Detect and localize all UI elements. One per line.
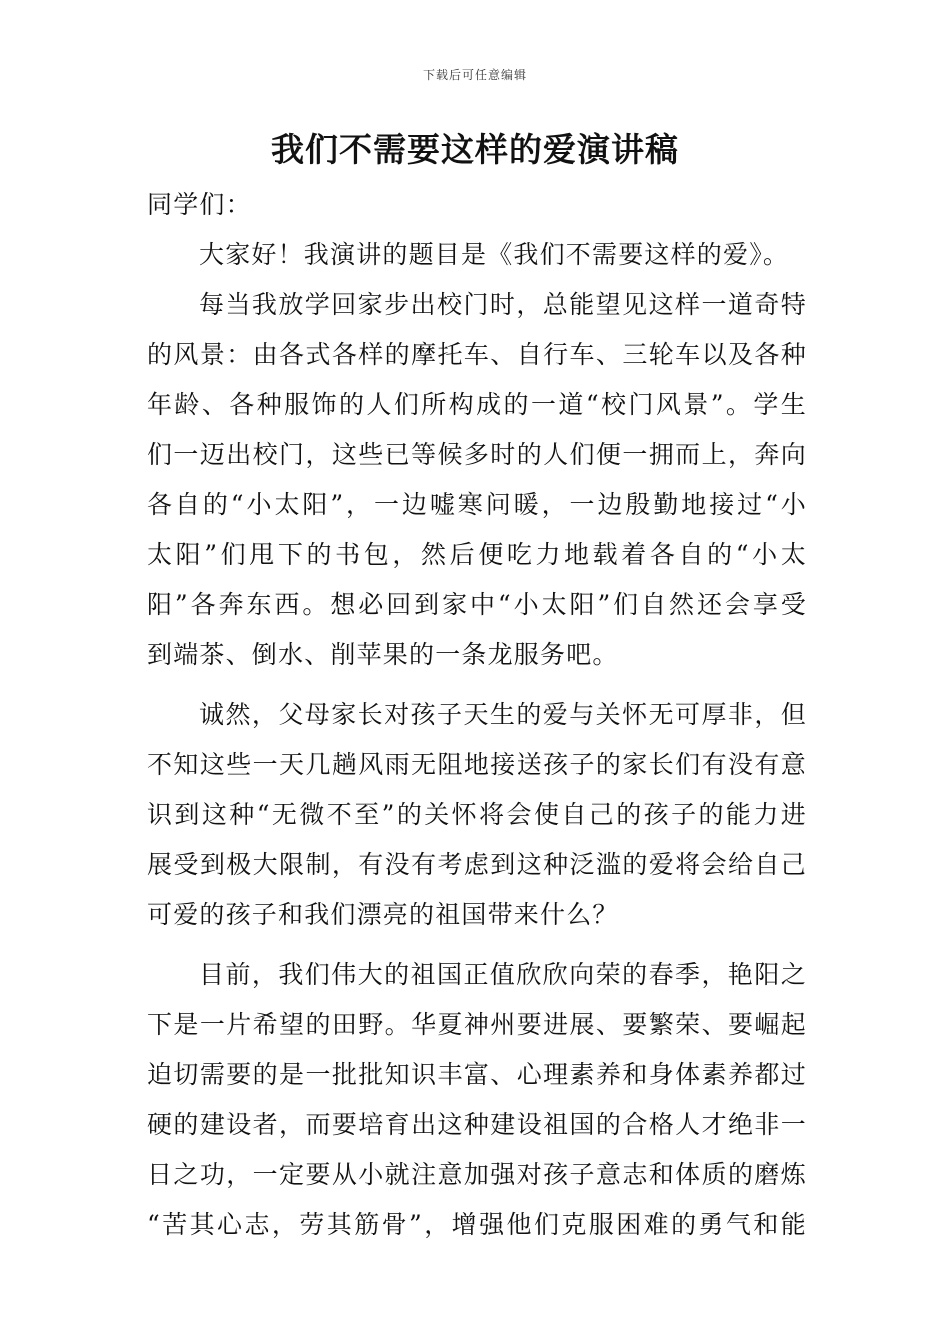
text-line: 的风景：由各式各样的摩托车、自行车、三轮车以及各种 (147, 340, 807, 369)
text-line: 各自的“小太阳”，一边嘘寒问暖，一边殷勤地接过“小 (147, 490, 807, 519)
text-line: 每当我放学回家步出校门时，总能望见这样一道奇特 (199, 290, 807, 319)
text-line: 年龄、各种服饰的人们所构成的一道“校门风景”。学生 (147, 390, 807, 419)
text-line: 迫切需要的是一批批知识丰富、心理素养和身体素养都过 (147, 1060, 807, 1089)
text-line: 们一迈出校门，这些已等候多时的人们便一拥而上，奔向 (147, 440, 807, 469)
text-line: 下是一片希望的田野。华夏神州要进展、要繁荣、要崛起 (147, 1010, 807, 1039)
text-line: 大家好！我演讲的题目是《我们不需要这样的爱》。 (199, 240, 790, 269)
text-line: 硬的建设者，而要培育出这种建设祖国的合格人才绝非一 (147, 1110, 807, 1139)
text-line: 展受到极大限制，有没有考虑到这种泛滥的爱将会给自己 (147, 850, 807, 879)
text-line: 可爱的孩子和我们漂亮的祖国带来什么？ (147, 900, 619, 929)
text-line: 识到这种“无微不至”的关怀将会使自己的孩子的能力进 (147, 800, 807, 829)
text-line: 不知这些一天几趟风雨无阻地接送孩子的家长们有没有意 (147, 750, 807, 779)
header-note: 下载后可任意编辑 (422, 68, 527, 82)
text-line: 阳”各奔东西。想必回到家中“小太阳”们自然还会享受 (147, 590, 807, 619)
text-line: “苦其心志，劳其筋骨”，增强他们克服困难的勇气和能 (147, 1210, 807, 1239)
salutation-line: 同学们： (147, 190, 252, 219)
text-line: 目前，我们伟大的祖国正值欣欣向荣的春季，艳阳之 (199, 960, 807, 989)
text-line: 日之功，一定要从小就注意加强对孩子意志和体质的磨炼 (147, 1160, 807, 1189)
speech-body (147, 180, 807, 1250)
text-line: 诚然，父母家长对孩子天生的爱与关怀无可厚非，但 (199, 700, 807, 729)
text-line: 到端茶、倒水、削苹果的一条龙服务吧。 (147, 640, 619, 669)
page-title: 我们不需要这样的爱演讲稿 (271, 130, 679, 169)
text-line: 太阳”们甩下的书包，然后便吃力地载着各自的“小太 (147, 540, 807, 569)
